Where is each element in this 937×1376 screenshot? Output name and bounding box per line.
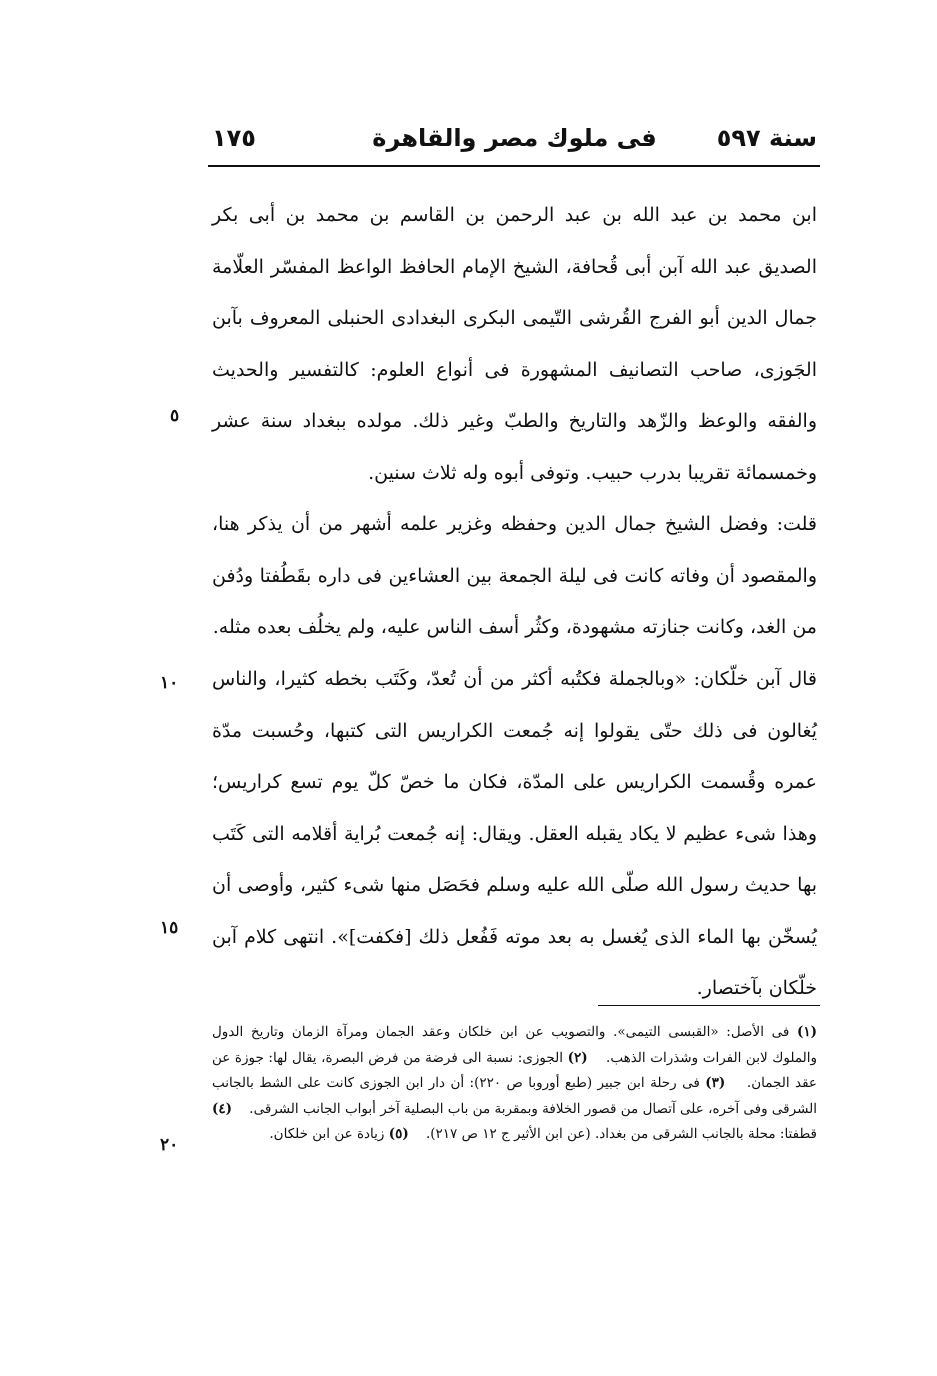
line-number-5: ٥	[170, 406, 180, 426]
footnote-number: (١)	[796, 1024, 817, 1040]
footnote-number: (٣)	[705, 1075, 726, 1091]
footnote-number: (٥)	[388, 1126, 409, 1142]
footnote-number: (٢)	[567, 1049, 588, 1066]
paragraph-ibn-khallikan-quote	[212, 654, 817, 1015]
footnote-text: الجوزى: نسبة الى فرضة من فرض البصرة، يقال لها: جوزة عن عقد الجمان.	[212, 1049, 817, 1091]
header-title: فى ملوك مصر والقاهرة	[372, 124, 657, 152]
paragraph-text: ابن محمد بن عبد الله بن عبد الرحمن بن القاسم بن محمد بن أبى بكر الصديق عبد الله آبن أبى قُحافة، الشيخ الإمام الحافظ الواعظ المفسّر العلّامة جمال الدين أبو الفرج القُرشى التّيمى البكرى البغدادى الحنبلى المعروف بآبن الجَوزى، صاحب التصانيف المشهورة فى أنواع العلوم: كالتفسير والحديث والفقه والوعظ والزّهد والتاريخ والطبّ وغير ذلك. مولده ببغداد سنة عشر وخمسمائة تقريبا بدرب حبيب. وتوفى أبوه وله ثلاث سنين.	[212, 204, 817, 484]
footnote-block	[212, 1020, 817, 1148]
page-number: ١٧٥	[212, 124, 256, 152]
footnote-text: قطفتا: محلة بالجانب الشرقى من بغداد. (عن ابن الأثير ج ١٢ ص ٢١٧).	[425, 1126, 817, 1142]
paragraph-text: قال آبن خلّكان: «وبالجملة فكتُبه أكثر من أن تُعدّ، وكَتَب بخطه كثيرا، والناس يُغالون فى ذلك حتّى يقولوا إنه جُمعت الكراريس التى كتبها، وحُسبت مدّة عمره وقُسمت الكراريس على المدّة، فكان ما خصّ كلّ يوم تسع كراريس؛ وهذا شىء عظيم لا يكاد يقبله العقل. ويقال: إنه جُمعت بُراية أقلامه التى كَتَب بها حديث رسول الله صلّى الله عليه وسلم فحَصَل منها شىء كثير، وأوصى أن يُسخّن بها الماء الذى يُغسل به بعد موته فَفُعل ذلك [فكفت]». انتهى كلام آبن خلّكان بآختصار.	[212, 668, 817, 999]
paragraph-commentary	[212, 499, 817, 654]
footnote-text: فى الأصل: «القبسى التيمى». والتصويب عن ابن خلكان وعقد الجمان ومرآة الزمان وتاريخ الدول والملوك لابن الفرات وشذرات الذهب.	[212, 1024, 818, 1066]
footnote-number: (٤)	[212, 1100, 233, 1117]
line-number-15: ١٥	[160, 918, 179, 938]
paragraph-biography	[212, 190, 817, 499]
line-number-10: ١٠	[160, 673, 179, 693]
paragraph-text: قلت: وفضل الشيخ جمال الدين وحفظه وغزير علمه أشهر من أن يذكر هنا، والمقصود أن وفاته كانت فى ليلة الجمعة بين العشاءين فى داره بقَطُفتا ودُفن من الغد، وكانت جنازته مشهودة، وكثُر أسف الناس عليه، ولم يخلُف بعده مثله.	[212, 513, 817, 638]
footnotes	[212, 1020, 817, 1148]
footnote-text: فى رحلة ابن جبير (طبع أوروبا ص ٢٢٠): أن دار ابن الجوزى كانت على الشط بالجانب الشرقى وفى آخره، على آتصال من قصور الخلافة وبمقربة من باب البصلية آخر أبواب الجانب الشرقى.	[212, 1075, 817, 1117]
footnote-separator	[598, 1005, 820, 1006]
header-year: سنة ٥٩٧	[716, 124, 817, 152]
line-number-20: ٢٠	[160, 1135, 179, 1155]
footnote-text: زيادة عن ابن خلكان.	[269, 1126, 385, 1142]
page-header	[212, 120, 817, 166]
header-rule	[208, 165, 820, 167]
